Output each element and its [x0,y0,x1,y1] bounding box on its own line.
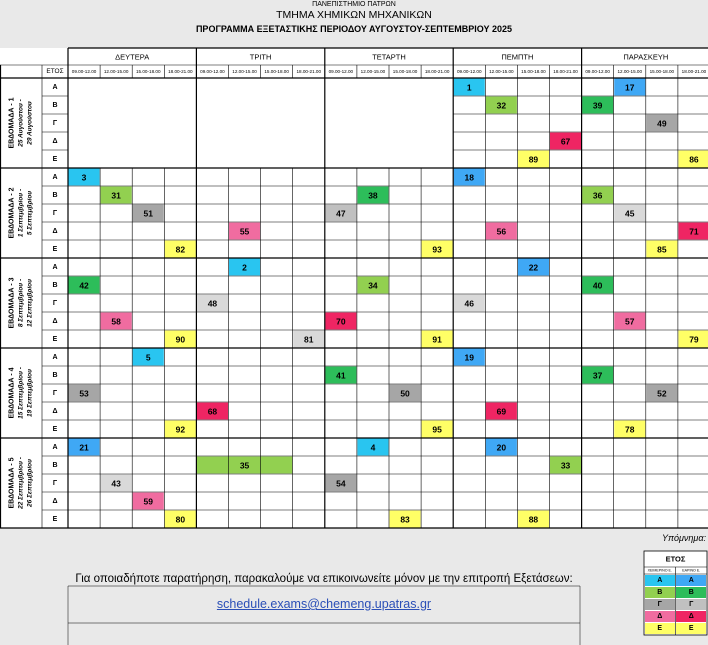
day-header: ΤΕΤΑΡΤΗ [372,52,406,62]
year-letter: Ε [52,426,58,433]
week-label-line: 26 Σεπτεμβρίου [26,459,34,507]
exam-code: 86 [689,154,699,165]
exam-code: 88 [528,514,539,525]
year-letter: Β [52,462,58,469]
exam-code: 54 [336,478,346,489]
week-label [9,97,34,148]
year-letter: Γ [52,300,58,307]
year-letter: Ε [52,516,58,523]
legend-year: Δ [688,613,694,621]
year-letter: Α [52,354,58,361]
legend-year: Β [688,589,694,597]
exam-code: 39 [592,100,603,111]
exam-code: 4 [370,442,376,453]
exam-code: 91 [432,334,442,345]
week-label-line: 8 Σεπτεμβρίου - [17,278,25,328]
exam-code: 50 [400,388,410,399]
year-letter: Ε [52,336,58,343]
exam-code: 52 [657,388,667,399]
year-letter: Γ [52,210,58,217]
week-label-line: 1 Σεπτεμβρίου - [17,188,25,238]
week-label-line: ΕΒΔΟΜΑΔΑ - 1 [8,97,16,149]
year-letter: Δ [52,138,58,145]
year-header: ΕΤΟΣ [46,68,64,75]
slot-header: 15.00-18.00 [649,69,675,74]
year-letter: Β [52,192,58,199]
legend-col1: ΧΕΙΜΕΡΙΝΟ Ε. [647,568,672,573]
exam-code: 36 [592,190,603,201]
exam-code: 22 [528,262,539,273]
week-label-line: 5 Σεπτεμβρίου [26,190,34,236]
week-label-line: 22 Σεπτεμβρίου - [17,457,25,509]
exam-code: 83 [400,514,410,525]
legend-year: Ε [657,625,663,633]
week-label-line: ΕΒΔΟΜΑΔΑ - 5 [8,457,16,509]
exam-code: 82 [175,244,186,255]
year-letter: Β [52,102,58,109]
exam-code: 92 [175,424,186,435]
exam-code: 90 [175,334,186,345]
week-label-line: 25 Αυγούστου - [17,99,25,147]
contact-email-link[interactable]: schedule.exams@chemeng.upatras.gr [216,597,432,611]
year-letter: Δ [52,408,58,415]
slot-header: 18.00-21.00 [424,69,450,74]
year-letter: Γ [52,480,58,487]
exam-code: 58 [111,316,121,327]
exam-code: 45 [625,208,635,219]
exam-code: 78 [625,424,635,435]
year-letter: Γ [52,120,58,127]
exam-code: 38 [368,190,378,201]
year-letter: Δ [52,228,58,235]
exam-code: 80 [175,514,186,525]
exam-code: 56 [496,226,507,237]
slot-header: 18.00-21.00 [296,69,322,74]
slot-header: 12.00-15.00 [232,69,257,74]
exam-code: 43 [111,478,121,489]
slot-header: 18.00-21.00 [681,69,707,74]
slot-header: 09.00-12.00 [71,69,97,74]
exam-code: 1 [466,82,472,93]
exam-code: 95 [432,424,442,435]
slot-header: 15.00-18.00 [392,69,418,74]
exam-code: 51 [143,208,153,219]
year-letter: Α [52,444,58,451]
slot-header: 15.00-18.00 [264,69,289,74]
year-letter: Δ [52,318,58,325]
week-label-line: 19 Σεπτεμβρίου [26,369,34,417]
week-label [9,277,34,328]
exam-code: 79 [689,334,699,345]
exam-code: 2 [242,262,247,273]
year-letter: Ε [52,156,58,163]
week-label-line: ΕΒΔΟΜΑΔΑ - 3 [8,277,16,329]
exam-code: 70 [336,316,346,327]
exam-code: 21 [79,442,89,453]
exam-code: 85 [657,244,667,255]
exam-code: 59 [143,496,153,507]
week-label-line: ΕΒΔΟΜΑΔΑ - 2 [8,187,16,239]
year-letter: Β [52,372,58,379]
exam-code: 34 [368,280,378,291]
exam-code: 49 [657,118,667,129]
slot-header: 09.00-12.00 [200,69,225,74]
exam-code: 5 [145,352,151,363]
legend-title: Υπόμνημα: [661,533,706,543]
day-header: ΤΡΙΤΗ [249,52,272,62]
week-label-line: 29 Αυγούστου [26,101,34,145]
week-label [9,187,34,238]
year-letter: Δ [52,498,58,505]
slot-header: 09.00-12.00 [456,69,482,74]
university-name: ΠΑΝΕΠΙΣΤΗΜΙΟ ΠΑΤΡΩΝ [312,1,396,8]
slot-header: 12.00-15.00 [360,69,386,74]
exam-code: 37 [592,370,603,381]
exam-code: 89 [528,154,539,165]
exam-code: 57 [625,316,635,327]
legend-year: Δ [657,613,663,621]
year-letter: Α [52,84,58,91]
exam-code: 19 [464,352,474,363]
legend-year: Ε [688,625,694,633]
legend-header: ΕΤΟΣ [665,554,686,564]
exam-code: 46 [464,298,474,309]
exam-code: 69 [496,406,507,417]
exam-code: 68 [207,406,218,417]
exam-code: 32 [496,100,507,111]
day-header: ΠΕΜΠΤΗ [501,52,534,62]
legend-year: Α [688,577,694,585]
exam-code: 55 [239,226,250,237]
exam-code: 41 [336,370,346,381]
exam-code: 35 [239,460,250,471]
contact-note: Για οποιαδήποτε παρατήρηση, παρακαλούμε να επικοινωνείτε μόνον με την επιτροπή Εξετάσεων: [75,573,573,585]
slot-header: 09.00-12.00 [328,69,354,74]
legend-year: Γ [689,601,694,609]
legend-col2: ΕΑΡΙΝΟ Ε. [682,568,701,573]
legend-year: Α [657,577,663,585]
year-letter: Α [52,174,58,181]
exam-code: 33 [560,460,571,471]
exam-code: 48 [207,298,218,309]
exam-code: 67 [560,136,571,147]
slot-header: 12.00-15.00 [103,69,129,74]
day-header: ΠΑΡΑΣΚΕΥΗ [623,52,669,62]
exam-code: 42 [79,280,89,291]
exam-code: 31 [111,190,121,201]
week-label [9,367,34,419]
department-name: ΤΜΗΜΑ ΧΗΜΙΚΩΝ ΜΗΧΑΝΙΚΩΝ [276,9,432,21]
exam-code: 40 [592,280,603,291]
exam-code: 81 [304,334,314,345]
slot-header: 18.00-21.00 [553,69,578,74]
slot-header: 12.00-15.00 [617,69,643,74]
week-label-line: 12 Σεπτεμβρίου [26,279,34,327]
week-label-line: 15 Σεπτεμβρίου - [17,367,25,419]
exam-code: 93 [432,244,442,255]
legend-year: Β [657,589,663,597]
exam-code: 53 [79,388,89,399]
legend-year: Γ [657,601,662,609]
week-label [9,457,34,510]
slot-header: 15.00-18.00 [135,69,161,74]
week-label-line: ΕΒΔΟΜΑΔΑ - 4 [8,367,16,419]
exam-code: 20 [496,442,507,453]
page-title: ΠΡΟΓΡΑΜΜΑ ΕΞΕΤΑΣΤΙΚΗΣ ΠΕΡΙΟΔΟΥ ΑΥΓΟΥΣΤΟΥ-ΣΕΠΤΕΜΒΡΙΟΥ 2025 [195,24,513,34]
exam-code: 18 [464,172,474,183]
day-header: ΔΕΥΤΕΡΑ [115,52,150,62]
slot-header: 15.00-18.00 [521,69,546,74]
exam-code: 47 [336,208,346,219]
year-letter: Γ [52,390,58,397]
slot-header: 12.00-15.00 [489,69,514,74]
slot-header: 18.00-21.00 [168,69,193,74]
exam-code: 71 [689,226,699,237]
year-letter: Ε [52,246,58,253]
exam-code: 17 [625,82,635,93]
year-letter: Β [52,282,58,289]
year-letter: Α [52,264,58,271]
exam-code: 3 [81,172,87,183]
slot-header: 09.00-12.00 [585,69,610,74]
